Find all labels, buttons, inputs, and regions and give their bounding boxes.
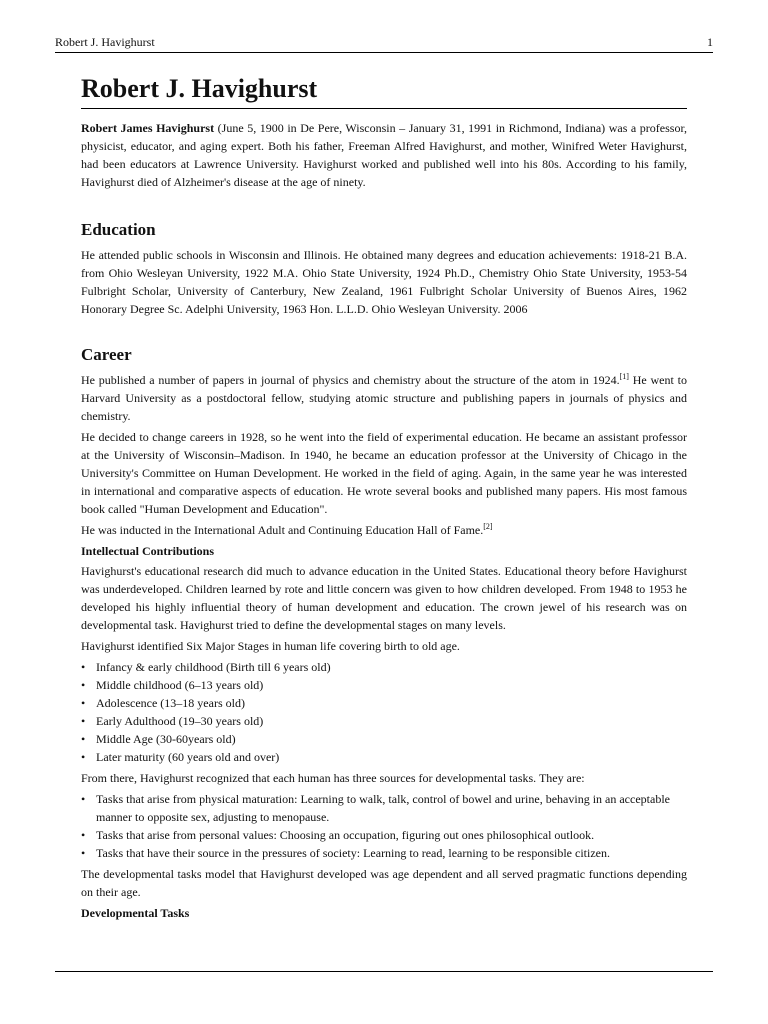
list-item: • Adolescence (13–18 years old) <box>81 694 687 712</box>
intro-paragraph <box>81 119 687 191</box>
header-rule <box>55 52 713 53</box>
article-body <box>81 74 687 924</box>
career-p1-rest: He went to Harvard University as a postdoctoral fellow, studying atomic structure and publishing papers in journals of physics and chemistry. <box>81 373 687 423</box>
career-p3-text: He was inducted in the International Adult and Continuing Education Hall of Fame. <box>81 523 484 537</box>
intro-name: Robert James Havighurst <box>81 121 215 135</box>
running-header-title: Robert J. Havighurst <box>55 35 155 49</box>
intellectual-heading: Intellectual Contributions <box>81 544 215 558</box>
reference-link-1[interactable]: [1] <box>619 372 629 381</box>
intellectual-paragraph-1: Havighurst's educational research did much to advance education in the United States. Educational theory before Havighurst was underdeveloped. Children learned by rote and little concern was given to how children developed. From 1948 to 1953 he developed his highly influential theory of human development and education. The crown jewel of his research was on developmental task. Havighurst tried to define the developmental stages on many levels. <box>81 564 687 632</box>
intro-text: (June 5, 1900 in De Pere, Wisconsin – January 31, 1991 in Richmond, Indiana) was a professor, physicist, educator, and aging expert. Both his father, Freeman Alfred Havighurst, and mother, Winifred Weter Havighurst, had been educators at Lawrence University. Havighurst worked and published well into his 80s. According to his family, Havighurst died of Alzheimer's disease at the age of ninety. <box>81 121 687 189</box>
list-item: • Middle childhood (6–13 years old) <box>81 676 687 694</box>
career-paragraph-1 <box>81 371 687 425</box>
list-item: • Middle Age (30-60years old) <box>81 730 687 748</box>
intellectual-paragraph-4: The developmental tasks model that Havighurst developed was age dependent and all served pragmatic functions depending on their age. <box>81 867 687 899</box>
intellectual-paragraph-2: Havighurst identified Six Major Stages in human life covering birth to old age. <box>81 639 460 653</box>
list-item: • Early Adulthood (19–30 years old) <box>81 712 687 730</box>
intellectual-paragraph-3: From there, Havighurst recognized that each human has three sources for developmental tasks. They are: <box>81 771 585 785</box>
career-heading: Career <box>81 345 132 364</box>
page-title: Robert J. Havighurst <box>81 74 687 109</box>
list-item: • Tasks that have their source in the pressures of society: Learning to read, learning to be responsible citizen. <box>81 844 687 862</box>
career-paragraph-3 <box>81 521 687 539</box>
career-p1-text: He published a number of papers in journal of physics and chemistry about the structure of the atom in 1924. <box>81 373 620 387</box>
list-item: • Tasks that arise from personal values: Choosing an occupation, figuring out ones philosophical outlook. <box>81 826 687 844</box>
stages-list <box>81 658 687 766</box>
education-paragraph: He attended public schools in Wisconsin and Illinois. He obtained many degrees and education achievements: 1918-21 B.A. from Ohio Wesleyan University, 1922 M.A. Ohio State University, 1924 Ph.D., Chemistry Ohio State University, 1953-54 Fulbright Scholar, University of Canterbury, New Zealand, 1961 Fulbright Scholar University of Buenos Aires, 1962 Honorary Degree Sc. Adelphi University, 1963 Hon. L.L.D. Ohio Wesleyan University. 2006 <box>81 248 687 316</box>
page-number: 1 <box>707 35 713 49</box>
list-item: • Tasks that arise from physical maturation: Learning to walk, talk, control of bowel and urine, behaving in an acceptable manner to opposite sex, adjusting to menopause. <box>81 790 687 826</box>
reference-link-2[interactable]: [2] <box>483 522 493 531</box>
running-header <box>55 35 713 50</box>
education-heading: Education <box>81 220 156 239</box>
list-item: • Infancy & early childhood (Birth till 6 years old) <box>81 658 687 676</box>
developmental-tasks-heading: Developmental Tasks <box>81 906 190 920</box>
list-item: • Later maturity (60 years old and over) <box>81 748 687 766</box>
footer-rule <box>55 971 713 972</box>
career-paragraph-2: He decided to change careers in 1928, so he went into the field of experimental education. He became an assistant professor at the University of Wisconsin–Madison. In 1940, he became an education professor at the University of Chicago in the University's Committee on Human Development. He worked in the field of aging. Again, in the same year he was interested in international and comparative aspects of education. He wrote several books and published many papers. His most famous book called "Human Development and Education". <box>81 430 687 516</box>
sources-list <box>81 790 687 862</box>
